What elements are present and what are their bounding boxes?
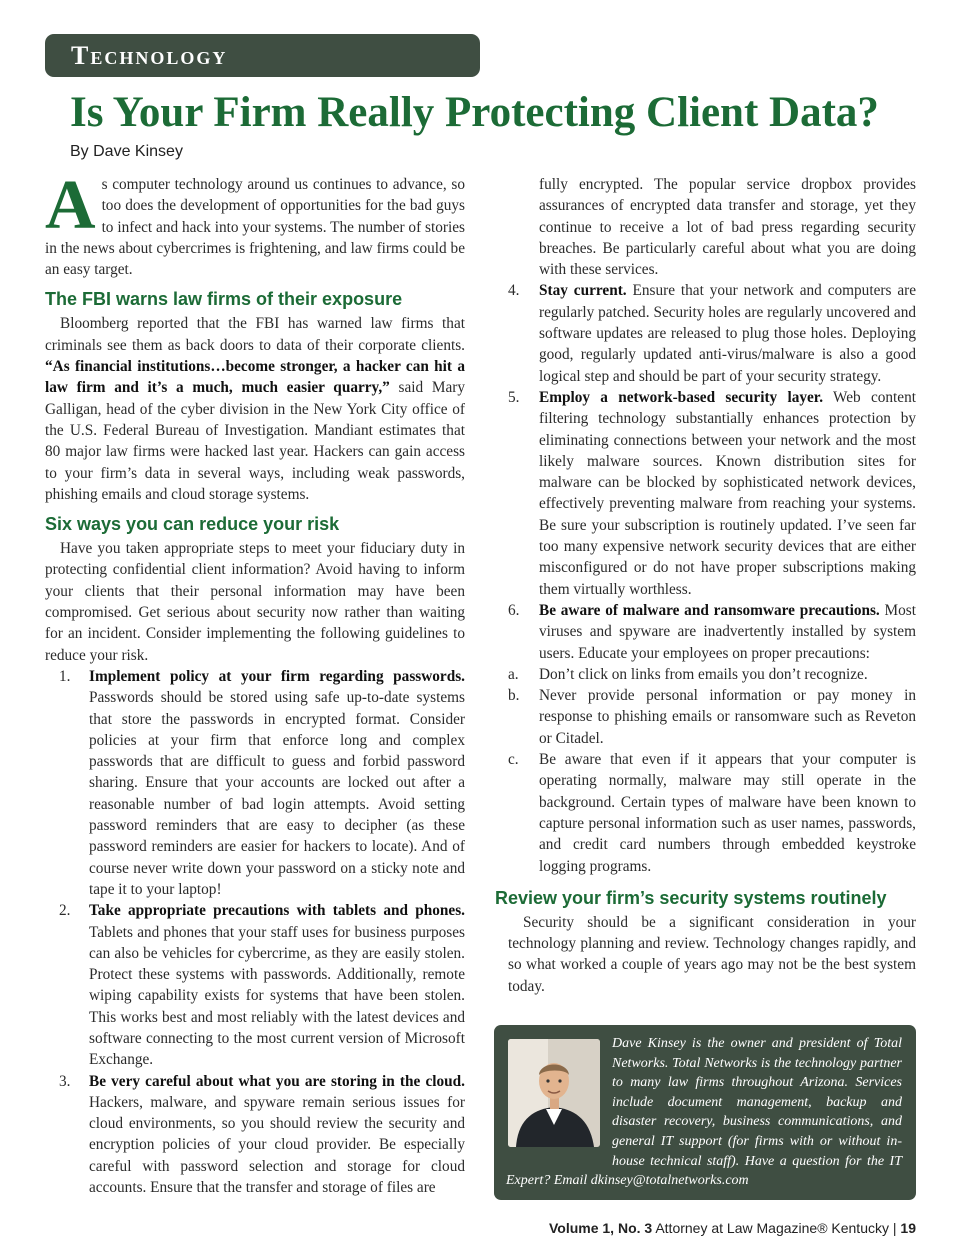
author-bio-text: Dave Kinsey is the owner and president of Total Networks. Total Networks is the technology partner to many law firms throughout Arizona. Services include document management, backup and disaster recovery, business communications, and general IT support (for firms with or without in-house technical staff). Have a question for the IT Expert? Email dkinsey@totalnetworks.com	[506, 1036, 902, 1189]
sub-list-item	[508, 685, 916, 749]
left-column	[45, 167, 465, 1198]
footer-separator: |	[892, 1220, 897, 1236]
list-item-title: Stay current.	[539, 282, 627, 300]
section-label: Technology	[71, 41, 228, 70]
intro-text: s computer technology around us continues to advance, so too does the development of opportunities for the bad guys to infect and hack into your systems. The number of stories in the news about cybercrimes is frightening, and law firms could be an easy target.	[45, 176, 465, 279]
sub-list-item	[508, 749, 916, 877]
author-bio-box	[494, 1025, 916, 1200]
review-heading: Review your firm’s security systems routinely	[495, 887, 887, 908]
article-title: Is Your Firm Really Protecting Client Data?	[70, 89, 879, 136]
list-item	[508, 280, 916, 386]
list-item-title: Take appropriate precautions with tablets and phones.	[89, 902, 465, 920]
list-item-text: Passwords should be stored using safe up-to-date systems that store the passwords in encrypted format. Consider policies at your firm that enforce long and complex passwords that are difficult to guess and forbid password sharing. Ensure that your accounts are locked out after a reasonable number of bad login attempts. Avoid setting password reminders that are easy to decipher (as these password reminders are easier for hackers to locate). And of course never write down your password on a sticky note and tape it to your laptop!	[89, 689, 465, 898]
list-number: 1.	[59, 667, 71, 685]
sub-list-item	[508, 664, 916, 685]
list-item-text: Web content filtering technology substantially enhances protection by eliminating connections between your network and the most likely malware sources. Known distribution sites for malware can be blocked by sophisticated network devices, effectively preventing malware from reaching your systems. Be sure your subscription is routinely updated. I’ve seen far too many expensive network security devices that are either misconfigured or do not have proper subscriptions making them virtually worthless.	[539, 388, 916, 598]
list-item-text: Tablets and phones that your staff uses for business purposes can also be vehicles for cybercrime, as they are easily stolen. Protect these systems with passwords. Additionally, remote wiping capability exists for systems that have been stolen. This works best and most reliably with the latest devices and software connecting to the most current version of Microsoft Exchange.	[89, 923, 465, 1069]
sub-list-letter: c.	[508, 751, 519, 769]
fbi-paragraph	[45, 313, 465, 505]
right-column	[495, 174, 916, 997]
list-item	[508, 600, 916, 664]
list-number: 6.	[508, 601, 520, 619]
review-paragraph: Security should be a significant consideration in your technology planning and review. Technology changes rapidly, and so what worked a couple of years ago may not be the best system today.	[508, 913, 916, 995]
sub-list-text: Never provide personal information or pay money in response to phishing emails or ransomware such as Reveton or Citadel.	[539, 687, 916, 747]
six-ways-paragraph: Have you taken appropriate steps to meet your fiduciary duty in protecting confidential client information? Avoid having to inform your clients that their personal information may have been compromised. Get serious about security now rather than waiting for an incident. Consider implementing the following guidelines to reduce your risk.	[45, 540, 465, 664]
item-3-continuation: fully encrypted. The popular service dropbox provides assurances of encrypted data transfer and storage, yet they continue to receive a lot of bad press regarding security breaches. Be particularly careful about what you are doing with these services.	[539, 176, 916, 279]
fbi-heading: The FBI warns law firms of their exposure	[45, 289, 403, 310]
list-number: 3.	[59, 1072, 71, 1090]
magazine-name: Attorney at Law Magazine® Kentucky	[655, 1220, 889, 1236]
list-number: 5.	[508, 388, 520, 406]
list-item	[45, 666, 465, 900]
six-ways-heading: Six ways you can reduce your risk	[45, 514, 340, 535]
list-item-title: Be very careful about what you are storing in the cloud.	[89, 1072, 465, 1090]
drop-cap: A	[45, 167, 96, 244]
sub-list-letter: b.	[508, 687, 520, 705]
sub-list-letter: a.	[508, 665, 519, 683]
list-item-text: Ensure that your network and computers are regularly patched. Security holes are regularly uncovered and software updates are released to plug those holes. Deploying good, regularly updated anti-virus/malware is also a good logical step and should be part of your security strategy.	[539, 282, 916, 385]
fbi-text-pre: Bloomberg reported that the FBI has warned law firms that criminals see them as back doors to data of their corporate clients.	[45, 315, 465, 354]
sub-list-text: Don’t click on links from emails you don’t recognize.	[539, 665, 868, 683]
byline: By Dave Kinsey	[70, 143, 183, 160]
list-number: 2.	[59, 902, 71, 920]
list-item-title: Implement policy at your firm regarding passwords.	[89, 667, 465, 685]
list-item-text: Most viruses and spyware are inadvertently installed by system users. Educate your employees on proper precautions:	[539, 601, 916, 662]
sub-list-text: Be aware that even if it appears that your computer is operating normally, malware may still operate in the background. Certain types of malware have been known to capture personal information such as user names, passwords, and credit card numbers through embedded keystroke logging programs.	[539, 751, 916, 875]
list-item	[45, 1071, 465, 1199]
list-item	[508, 387, 916, 600]
section-banner	[45, 34, 480, 77]
list-number: 4.	[508, 282, 520, 300]
list-item-title: Employ a network-based security layer.	[539, 388, 824, 406]
author-bio	[506, 1034, 902, 1191]
page-footer	[549, 1220, 916, 1236]
page-number: 19	[900, 1220, 916, 1236]
fbi-text-post: said Mary Galligan, head of the cyber division in the New York City office of the U.S. Federal Bureau of Investigation. Mandiant estimates that 80 major law firms were hacked last year. Hackers can gain access to your firm’s data in several ways, including weak passwords, phishing emails and cloud storage systems.	[45, 379, 465, 503]
issue-number: Volume 1, No. 3	[548, 1220, 653, 1236]
list-item-title: Be aware of malware and ransomware precautions.	[539, 601, 880, 619]
fbi-quote: “As financial institutions…become stronger, a hacker can hit a law firm and it’s a much, much easier quarry,”	[45, 358, 465, 397]
list-item-text: Hackers, malware, and spyware remain serious issues for cloud environments, so you should review the security and encryption policies of your cloud provider. Be especially careful with password selection and storage for cloud accounts. Ensure that the transfer and storage of files are	[89, 1093, 465, 1197]
list-item	[45, 900, 465, 1070]
intro-paragraph	[45, 167, 465, 280]
